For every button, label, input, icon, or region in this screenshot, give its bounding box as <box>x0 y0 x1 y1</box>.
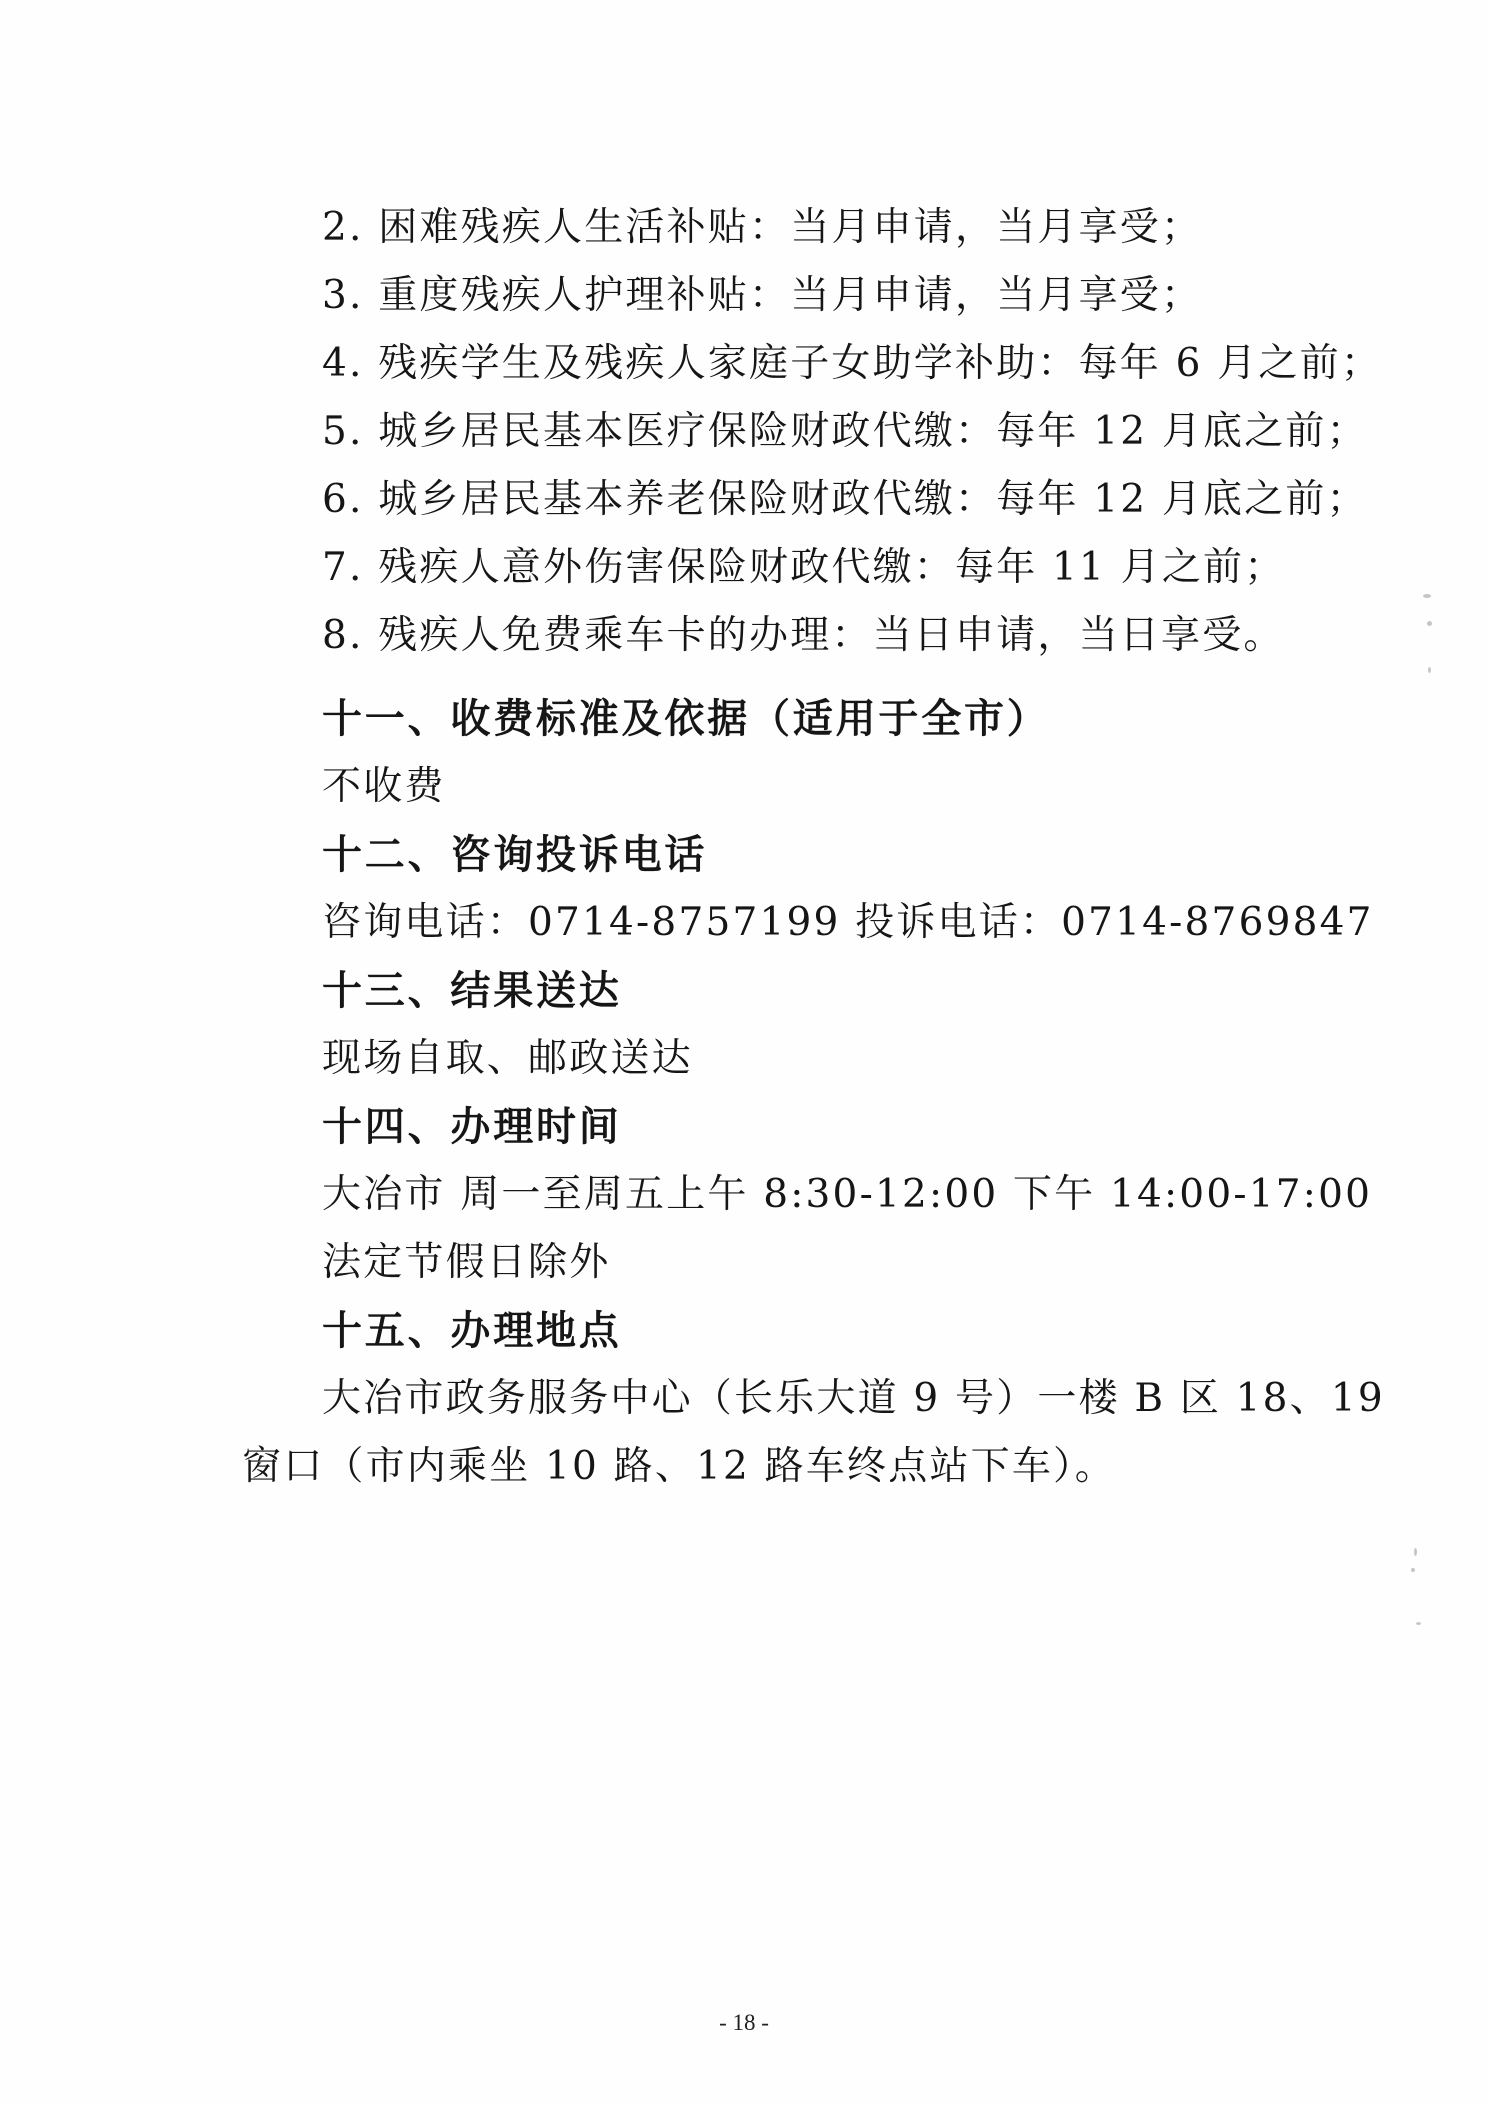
processing-location-window-and-bus: 窗口（市内乘坐 10 路、12 路车终点站下车）。 <box>242 1444 1116 1489</box>
scan-mark <box>1428 667 1431 673</box>
holiday-exception-value: 法定节假日除外 <box>322 1240 611 1285</box>
disability-living-subsidy-line: 2. 困难残疾人生活补贴：当月申请，当月享受； <box>322 205 1203 250</box>
processing-location-heading: 十五、办理地点 <box>322 1308 622 1354</box>
medical-insurance-line: 5. 城乡居民基本医疗保险财政代缴：每年 12 月底之前； <box>322 409 1368 454</box>
processing-time-value: 大冶市 周一至周五上午 8:30-12:00 下午 14:00-17:00 <box>322 1172 1373 1217</box>
fee-standard-heading: 十一、收费标准及依据（适用于全市） <box>322 696 1050 742</box>
page-number: - 18 - <box>719 2010 769 2035</box>
free-bus-card-line: 8. 残疾人免费乘车卡的办理：当日申请，当日享受。 <box>322 613 1285 658</box>
result-delivery-value: 现场自取、邮政送达 <box>322 1036 693 1081</box>
scan-mark <box>1416 1622 1421 1625</box>
contact-phone-heading: 十二、咨询投诉电话 <box>322 832 708 878</box>
processing-location-address: 大冶市政务服务中心（长乐大道 9 号）一楼 B 区 18、19 <box>322 1376 1385 1421</box>
student-aid-line: 4. 残疾学生及残疾人家庭子女助学补助：每年 6 月之前； <box>322 341 1383 386</box>
accident-insurance-line: 7. 残疾人意外伤害保险财政代缴：每年 11 月之前； <box>322 545 1286 590</box>
scan-mark <box>1427 621 1432 626</box>
result-delivery-heading: 十三、结果送达 <box>322 968 622 1014</box>
pension-insurance-line: 6. 城乡居民基本养老保险财政代缴：每年 12 月底之前； <box>322 477 1368 522</box>
scan-mark <box>1414 1548 1417 1556</box>
fee-standard-value: 不收费 <box>322 764 446 809</box>
severe-disability-care-subsidy-line: 3. 重度残疾人护理补贴：当月申请，当月享受； <box>322 273 1203 318</box>
scan-mark <box>1423 594 1431 598</box>
processing-time-heading: 十四、办理时间 <box>322 1104 622 1150</box>
scan-mark <box>1411 1568 1415 1572</box>
contact-phone-value: 咨询电话：0714-8757199 投诉电话：0714-8769847 <box>322 900 1374 945</box>
